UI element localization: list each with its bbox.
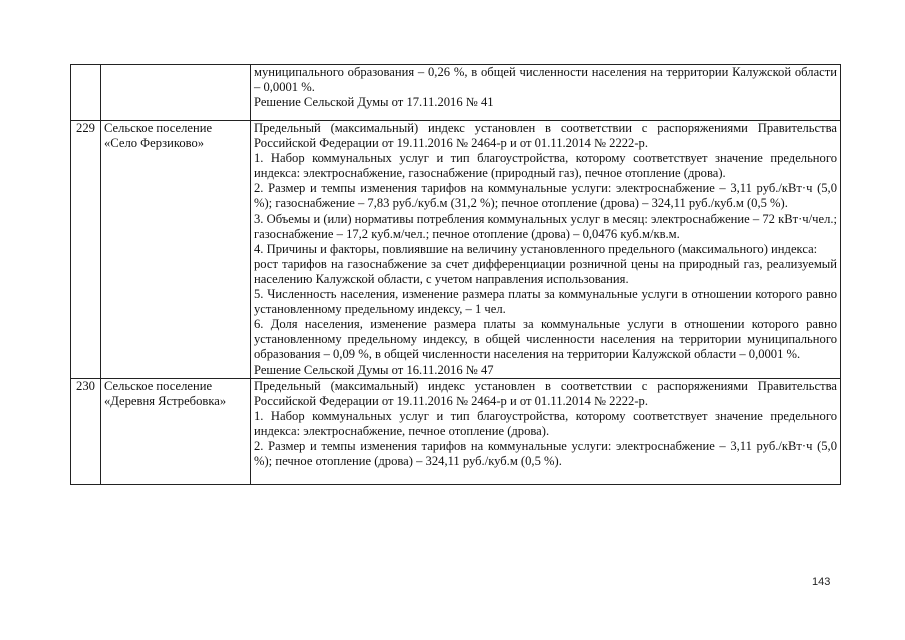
row-description [251,65,841,121]
description-paragraph: 4. Причины и факторы, повлиявшие на величину установленного предельного (максимального) индекса: [254,241,818,256]
description-paragraph: 3. Объемы и (или) нормативы потребления коммунальных услуг в месяц: электроснабжение – 72 кВт·ч/чел.; газоснабжение – 17,2 куб.м/чел.; печное отопление (дрова) – 0,0476 куб.м/кв.м. [254,211,837,241]
description-paragraph: 2. Размер и темпы изменения тарифов на коммунальные услуги: электроснабжение – 3,11 руб./кВт·ч (5,0 %); газоснабжение – 7,83 руб./куб.м (31,2 %); печное отопление (дрова) – 324,11 руб./куб.м (0,5 %). [254,181,837,211]
description-paragraph: 2. Размер и темпы изменения тарифов на коммунальные услуги: электроснабжение – 3,11 руб./кВт·ч (5,0 %); печное отопление (дрова) – 324,11 руб./куб.м (0,5 %). [254,438,837,469]
row-number [71,65,101,121]
description-paragraph: 1. Набор коммунальных услуг и тип благоустройства, которому соответствует значение предельного индекса: электроснабжение, газоснабжение (природный газ), печное отопление (дрова). [254,151,837,181]
settlement-name [101,65,251,121]
description-paragraph: Предельный (максимальный) индекс установлен в соответствии с распоряжениями Правительства Российской Федерации от 19.11.2016 № 2464-р и от 01.11.2014 № 2222-р. [254,121,837,151]
settlement-name: Сельское поселение «Деревня Ястребовка» [101,378,251,484]
indices-table [70,64,841,485]
table-row [71,378,841,484]
decision-reference: Решение Сельской Думы от 17.11.2016 № 41 [254,95,494,110]
row-number: 230 [71,378,101,484]
decision-reference: Решение Сельской Думы от 16.11.2016 № 47 [254,362,494,377]
description-paragraph: муниципального образования – 0,26 %, в общей численности населения на территории Калужской области – 0,0001 %. [254,65,837,95]
row-number: 229 [71,121,101,379]
row-description [251,121,841,379]
page-number: 143 [812,576,831,588]
description-paragraph: рост тарифов на газоснабжение за счет дифференциации розничной цены на природный газ, реализуемый населению Калужской области, с учетом направления использования. [254,256,837,286]
description-paragraph: 5. Численность населения, изменение размера платы за коммунальные услуги в отношении которого равно установленному предельному индексу, – 1 чел. [254,287,837,317]
description-paragraph: 1. Набор коммунальных услуг и тип благоустройства, которому соответствует значение предельного индекса: электроснабжение, печное отопление (дрова). [254,408,837,438]
table-row [71,65,841,121]
description-paragraph: 6. Доля населения, изменение размера платы за коммунальные услуги в отношении которого равно установленному предельному индексу, в общей численности населения на территории муниципального образования – 0,09 %, в общей численности населения на территории Калужской области – 0,0001 %. [254,317,837,362]
settlement-name: Сельское поселение «Село Ферзиково» [101,121,251,379]
row-description [251,378,841,484]
table-row [71,121,841,379]
description-paragraph: Предельный (максимальный) индекс установлен в соответствии с распоряжениями Правительства Российской Федерации от 19.11.2016 № 2464-р и от 01.11.2014 № 2222-р. [254,378,837,408]
